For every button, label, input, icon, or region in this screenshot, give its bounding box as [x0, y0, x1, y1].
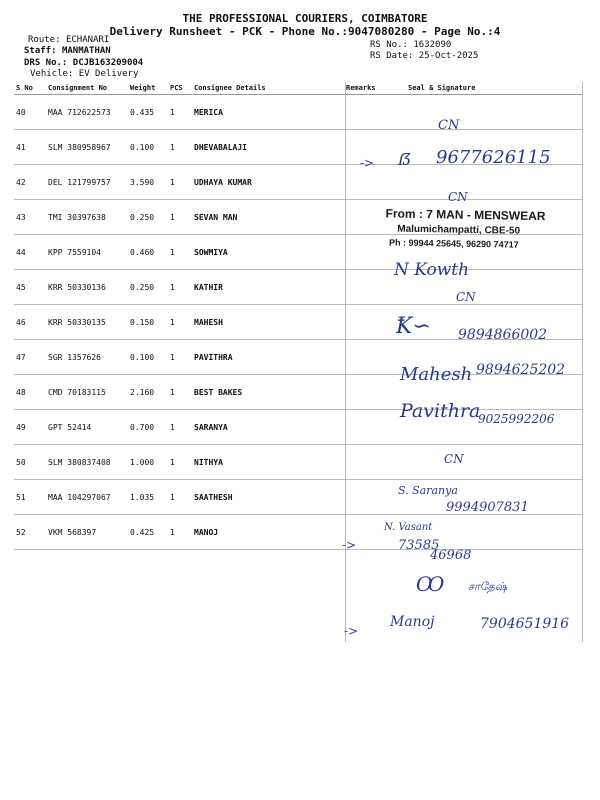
- handwritten-cn-4: CN: [444, 452, 464, 466]
- drs-value: DCJB163209004: [72, 58, 144, 68]
- row-pcs: 1: [168, 200, 192, 235]
- row-pcs: 1: [168, 270, 192, 305]
- row-pcs: 1: [168, 340, 192, 375]
- row-consignee: DHEVABALAJI: [192, 130, 344, 165]
- row-pcs: 1: [168, 375, 192, 410]
- row-consignee: MERICA: [192, 95, 344, 130]
- row-weight: 1.035: [128, 480, 168, 515]
- row-consignee: PAVITHRA: [192, 340, 344, 375]
- row-seal-signature: [400, 165, 582, 200]
- row-consignee: KATHIR: [192, 270, 344, 305]
- table-row: [14, 95, 582, 130]
- staff-label: Staff:: [24, 46, 57, 56]
- row-sno: 47: [14, 340, 46, 375]
- signature-scribble-51: Ꝏ: [416, 572, 445, 596]
- handwritten-signature-52: Manoj: [390, 614, 435, 630]
- row-consignment-no: DEL 121799757: [46, 165, 128, 200]
- handwritten-phone-49: 9994907831: [446, 500, 529, 515]
- table-row: [14, 165, 582, 200]
- row-weight: 0.700: [128, 410, 168, 445]
- row-consignment-no: SLM 380837408: [46, 445, 128, 480]
- row-sno: 51: [14, 480, 46, 515]
- right-border: [582, 82, 583, 642]
- drs-line: [24, 58, 143, 68]
- col-remarks: Remarks: [344, 82, 400, 95]
- vehicle-label: Vehicle:: [30, 69, 74, 79]
- row-consignment-no: MAA 104297067: [46, 480, 128, 515]
- row-sno: 40: [14, 95, 46, 130]
- row-weight: 0.150: [128, 305, 168, 340]
- handwritten-signature-49: S. Saranya: [398, 484, 458, 497]
- row-weight: 2.160: [128, 375, 168, 410]
- row-weight: 0.460: [128, 235, 168, 270]
- row-seal-signature: [400, 95, 582, 130]
- handwritten-signature-51: சாதேஷ்: [468, 580, 508, 593]
- row-remarks: [344, 410, 400, 445]
- row-weight: 0.435: [128, 95, 168, 130]
- stamp-line-2: Malumichampatti, CBE-50: [397, 223, 521, 237]
- row-consignee: MANOJ: [192, 515, 344, 550]
- handwritten-cn-1: CN: [438, 118, 460, 133]
- company-title: THE PROFESSIONAL COURIERS, COIMBATORE: [182, 12, 428, 25]
- staff-value: MANMATHAN: [61, 46, 111, 56]
- row-consignment-no: VKM 568397: [46, 515, 128, 550]
- row-consignment-no: SLM 380958967: [46, 130, 128, 165]
- handwritten-arrow-41: ->: [360, 156, 375, 170]
- row-weight: 0.100: [128, 340, 168, 375]
- row-remarks: [344, 375, 400, 410]
- row-sno: 52: [14, 515, 46, 550]
- drs-label: DRS No.:: [24, 58, 68, 68]
- signature-scribble-45: Ꝁ∽: [396, 314, 431, 339]
- handwritten-signature-50: N. Vasant: [384, 522, 433, 533]
- row-pcs: 1: [168, 305, 192, 340]
- table-row: [14, 375, 582, 410]
- table-row: [14, 515, 582, 550]
- row-sno: 48: [14, 375, 46, 410]
- route-value: ECHANARI: [65, 35, 110, 45]
- route-line: [28, 35, 109, 45]
- row-pcs: 1: [168, 130, 192, 165]
- stamp-line-3: Ph : 99944 25645, 96290 74717: [388, 237, 519, 250]
- handwritten-phone-47: 9025992206: [478, 412, 555, 426]
- row-weight: 0.100: [128, 130, 168, 165]
- rs-no-line: [370, 40, 451, 50]
- handwritten-phone-46: 9894625202: [476, 362, 566, 378]
- row-sno: 45: [14, 270, 46, 305]
- row-remarks: [344, 445, 400, 480]
- rs-no-value: 1632090: [413, 40, 452, 50]
- col-sno: S No: [14, 82, 46, 95]
- table-header-row: [14, 82, 582, 95]
- stamp-line-1: From : 7 MAN - MENSWEAR: [385, 206, 546, 224]
- row-consignment-no: TMI 30397638: [46, 200, 128, 235]
- col-weight: Weight: [128, 82, 168, 95]
- handwritten-arrow-52: ->: [344, 624, 359, 638]
- row-weight: 3.590: [128, 165, 168, 200]
- col-seal: Seal & Signature: [400, 82, 582, 95]
- handwritten-signature-44: N Kowth: [394, 260, 470, 280]
- staff-line: [24, 46, 111, 56]
- row-consignment-no: KRR 50330135: [46, 305, 128, 340]
- handwritten-cn-2: CN: [448, 190, 468, 204]
- table-row: [14, 445, 582, 480]
- col-pcs: PCS: [168, 82, 192, 95]
- row-remarks: [344, 480, 400, 515]
- row-consignee: MAHESH: [192, 305, 344, 340]
- row-weight: 1.000: [128, 445, 168, 480]
- handwritten-phone-52: 7904651916: [480, 616, 570, 632]
- row-weight: 0.250: [128, 200, 168, 235]
- col-consignee: Consignee Details: [192, 82, 344, 95]
- route-label: Route:: [28, 35, 61, 45]
- row-consignee: BEST BAKES: [192, 375, 344, 410]
- row-pcs: 1: [168, 235, 192, 270]
- row-sno: 42: [14, 165, 46, 200]
- row-consignment-no: GPT 52414: [46, 410, 128, 445]
- row-consignee: NITHYA: [192, 445, 344, 480]
- row-pcs: 1: [168, 410, 192, 445]
- row-pcs: 1: [168, 480, 192, 515]
- row-remarks: [344, 95, 400, 130]
- handwritten-phone-50b: 46968: [430, 548, 472, 563]
- runsheet-subtitle: Delivery Runsheet - PCK - Phone No.:9047080280 - Page No.:4: [109, 25, 501, 38]
- row-consignment-no: CMD 70183115: [46, 375, 128, 410]
- row-sno: 49: [14, 410, 46, 445]
- handwritten-arrow-50: ->: [342, 538, 357, 552]
- handwritten-phone-41: 9677626115: [436, 147, 551, 168]
- row-consignee: UDHAYA KUMAR: [192, 165, 344, 200]
- row-pcs: 1: [168, 445, 192, 480]
- handwritten-signature-47: Pavithra: [400, 400, 481, 422]
- rs-no-label: RS No.:: [370, 40, 408, 50]
- handwritten-phone-50a: 73585: [398, 538, 440, 553]
- row-seal-signature: [400, 445, 582, 480]
- row-consignment-no: KRR 50330136: [46, 270, 128, 305]
- row-consignment-no: KPP 7559104: [46, 235, 128, 270]
- signature-scribble-41: ẞ: [398, 150, 412, 169]
- row-pcs: 1: [168, 515, 192, 550]
- row-remarks: [344, 305, 400, 340]
- row-consignee: SEVAN MAN: [192, 200, 344, 235]
- row-sno: 41: [14, 130, 46, 165]
- row-consignment-no: MAA 712622573: [46, 95, 128, 130]
- col-consignment: Consignment No: [46, 82, 128, 95]
- row-sno: 50: [14, 445, 46, 480]
- row-sno: 44: [14, 235, 46, 270]
- row-sno: 46: [14, 305, 46, 340]
- row-weight: 0.425: [128, 515, 168, 550]
- row-weight: 0.250: [128, 270, 168, 305]
- handwritten-phone-45: 9894866002: [458, 327, 548, 343]
- handwritten-signature-46: Mahesh: [400, 364, 473, 385]
- row-consignee: SARANYA: [192, 410, 344, 445]
- row-consignee: SOWMIYA: [192, 235, 344, 270]
- vehicle-value: EV Delivery: [78, 69, 139, 79]
- rs-date-value: 25-Oct-2025: [418, 51, 479, 61]
- row-remarks: [344, 340, 400, 375]
- handwritten-cn-3: CN: [456, 290, 476, 304]
- vehicle-line: [30, 69, 138, 79]
- row-sno: 43: [14, 200, 46, 235]
- row-consignment-no: SGR 1357626: [46, 340, 128, 375]
- row-pcs: 1: [168, 95, 192, 130]
- row-pcs: 1: [168, 165, 192, 200]
- row-consignee: SAATHESH: [192, 480, 344, 515]
- rs-date-line: [370, 51, 478, 61]
- rs-date-label: RS Date:: [370, 51, 414, 61]
